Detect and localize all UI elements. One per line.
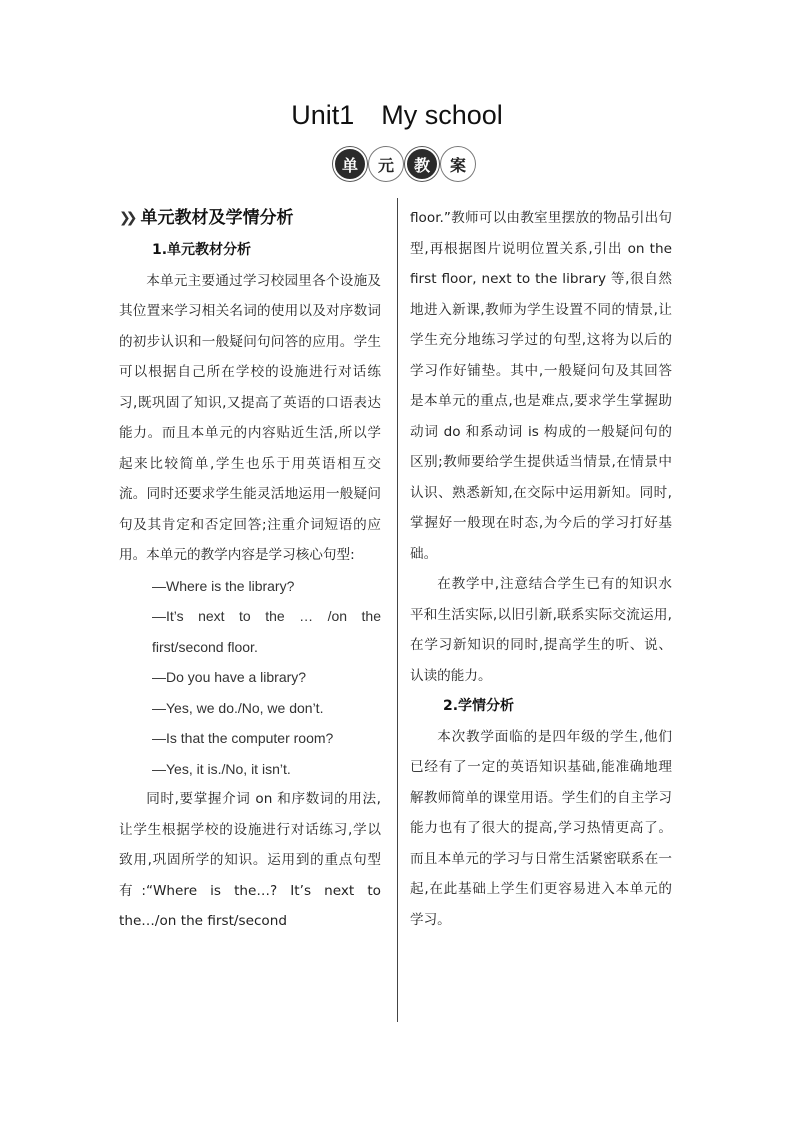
- paragraph-textbook-analysis: 本单元主要通过学习校园里各个设施及其位置来学习相关名词的使用以及对序数词的初步认识和一般疑问句问答的应用。学生可以根据自己所在学校的设施进行对话练习,既巩固了知识,又提高了英语的口语表达能力。而且本单元的内容贴近生活,所以学起来比较简单,学生也乐于用英语相互交流。同时还要求学生能灵活地运用一般疑问句及其肯定和否定回答;注重介词短语的应用。本单元的教学内容是学习核心句型:: [119, 272, 381, 563]
- section-heading: [119, 203, 381, 233]
- sub-heading-textbook-analysis: 1.单元教材分析: [152, 242, 252, 258]
- badge-char-1: 单: [333, 147, 367, 181]
- paragraph-learner-analysis: 本次教学面临的是四年级的学生,他们已经有了一定的英语知识基础,能准确地理解教师简单的课堂用语。学生们的自主学习能力也有了很大的提高,学习热情更高了。而且本单元的学习与日常生活紧密联系在一起,在此基础上学生们更容易进入本单元的学习。: [410, 728, 672, 928]
- badge-char-2: 元: [369, 147, 403, 181]
- dialog-line: —Yes, it is./No, it isn’t.: [152, 760, 291, 777]
- dialog-line: —Where is the library?: [152, 577, 295, 594]
- dialog-line: —Yes, we do./No, we don’t.: [152, 699, 324, 716]
- column-divider: [397, 198, 398, 1022]
- sub-heading-learner-analysis: 2.学情分析: [443, 698, 515, 714]
- right-column: [410, 203, 672, 935]
- page-title: Unit1 My school: [291, 100, 503, 130]
- unit-lesson-plan-badges: [333, 147, 475, 181]
- left-column: [119, 203, 381, 937]
- dialog-line: —Do you have a library?: [152, 669, 307, 685]
- section-heading-text: 单元教材及学情分析: [140, 208, 294, 228]
- dialog-line: —It’s next to the … /on the first/second floor.: [152, 608, 381, 655]
- paragraph-continued: floor.”教师可以由教室里摆放的物品引出句型,再根据图片说明位置关系,引出 on the first floor, next to the library 等,很自然地进入新课,教师为学生设置不同的情景,让学生充分地练习学过的句型,这将为以后的学习作好铺垫。其中,一般疑问句及其回答是本单元的重点,也是难点,要求学生掌握助动词 do 和系动词 is 构成的一般疑问句的区别;教师要给学生提供适当情景,在情景中认识、熟悉新知,在交际中运用新知。同时,掌握好一般现在时态,为今后的学习打好基础。: [410, 210, 672, 562]
- paragraph-key-sentences: 同时,要掌握介词 on 和序数词的用法,让学生根据学校的设施进行对话练习,学以致用,巩固所学的知识。运用到的重点句型有:“Where is the…? It’s next to the…/on the first/second: [119, 791, 381, 929]
- double-chevron-icon: ❯❯: [119, 210, 133, 226]
- badge-char-3: 教: [405, 147, 439, 181]
- badge-char-4: 案: [441, 147, 475, 181]
- dialog-line: —Is that the computer room?: [152, 730, 334, 746]
- paragraph-teaching-approach: 在教学中,注意结合学生已有的知识水平和生活实际,以旧引新,联系实际交流运用,在学习新知识的同时,提高学生的听、说、认读的能力。: [410, 576, 672, 684]
